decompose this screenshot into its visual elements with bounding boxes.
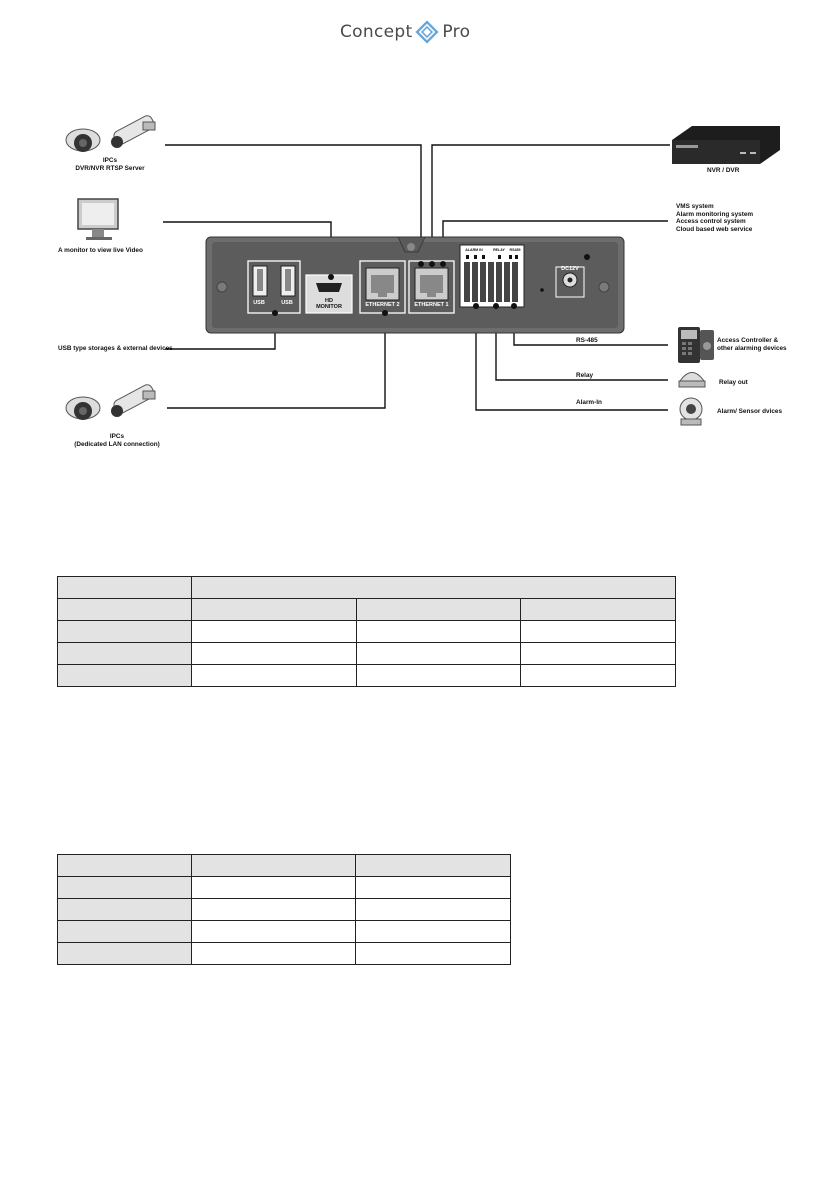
table-row — [58, 921, 511, 943]
ethernet-2-label: ETHERNET 2 — [365, 302, 400, 308]
relay-terminal-label: RELAY — [493, 248, 505, 252]
spec-table-2 — [57, 854, 511, 965]
rs485-label: RS-485 — [576, 337, 598, 344]
alarm-in-terminal-label: ALARM IN — [465, 248, 483, 252]
usb-devices-label: USB type storages & external devices — [58, 345, 173, 352]
relay-out-icon — [679, 373, 705, 388]
table-row — [58, 877, 511, 899]
sensor-camera-icon — [680, 398, 702, 425]
nvr-icon — [672, 126, 780, 164]
table-row — [58, 665, 676, 687]
alarm-sensor-label: Alarm/ Sensor dvices — [717, 408, 783, 415]
access-controller-icon — [678, 327, 714, 363]
device-back-panel — [206, 237, 624, 333]
table-row — [58, 855, 511, 877]
ip-camera-icon — [66, 383, 156, 420]
dc12v-label: DC12V — [561, 266, 579, 272]
table-row — [58, 577, 676, 599]
vms-label: VMS system Alarm monitoring system Access control system Cloud based web service — [676, 203, 754, 233]
brand-name-left: Concept — [340, 22, 413, 42]
brand-name-right: Pro — [442, 22, 471, 42]
ethernet-1-label: ETHERNET 1 — [414, 302, 449, 308]
table-row — [58, 899, 511, 921]
nvr-label: NVR / DVR — [707, 167, 740, 174]
usb-port-label: USB — [253, 300, 265, 306]
relay-out-label: Relay out — [719, 379, 748, 386]
table-row — [58, 599, 676, 621]
ipcs-bottom-label: IPCs (Dedicated LAN connection) — [74, 433, 160, 448]
ipcs-top-label: IPCs DVR/NVR RTSP Server — [75, 157, 145, 172]
hd-monitor-label: HD MONITOR — [316, 298, 342, 310]
table-row — [58, 943, 511, 965]
relay-label: Relay — [576, 372, 594, 379]
table-row — [58, 621, 676, 643]
rs485-terminal-label: RS485 — [509, 248, 521, 252]
monitor-icon — [78, 199, 118, 240]
ip-camera-icon — [66, 114, 156, 152]
alarm-in-label: Alarm-In — [576, 399, 602, 406]
spec-table-1 — [57, 576, 676, 687]
access-controller-label: Access Controller & other alarming devices — [717, 337, 787, 352]
monitor-label: A monitor to view live Video — [58, 247, 143, 254]
table-row — [58, 643, 676, 665]
usb-port-label: USB — [281, 300, 293, 306]
connection-diagram — [0, 0, 839, 470]
